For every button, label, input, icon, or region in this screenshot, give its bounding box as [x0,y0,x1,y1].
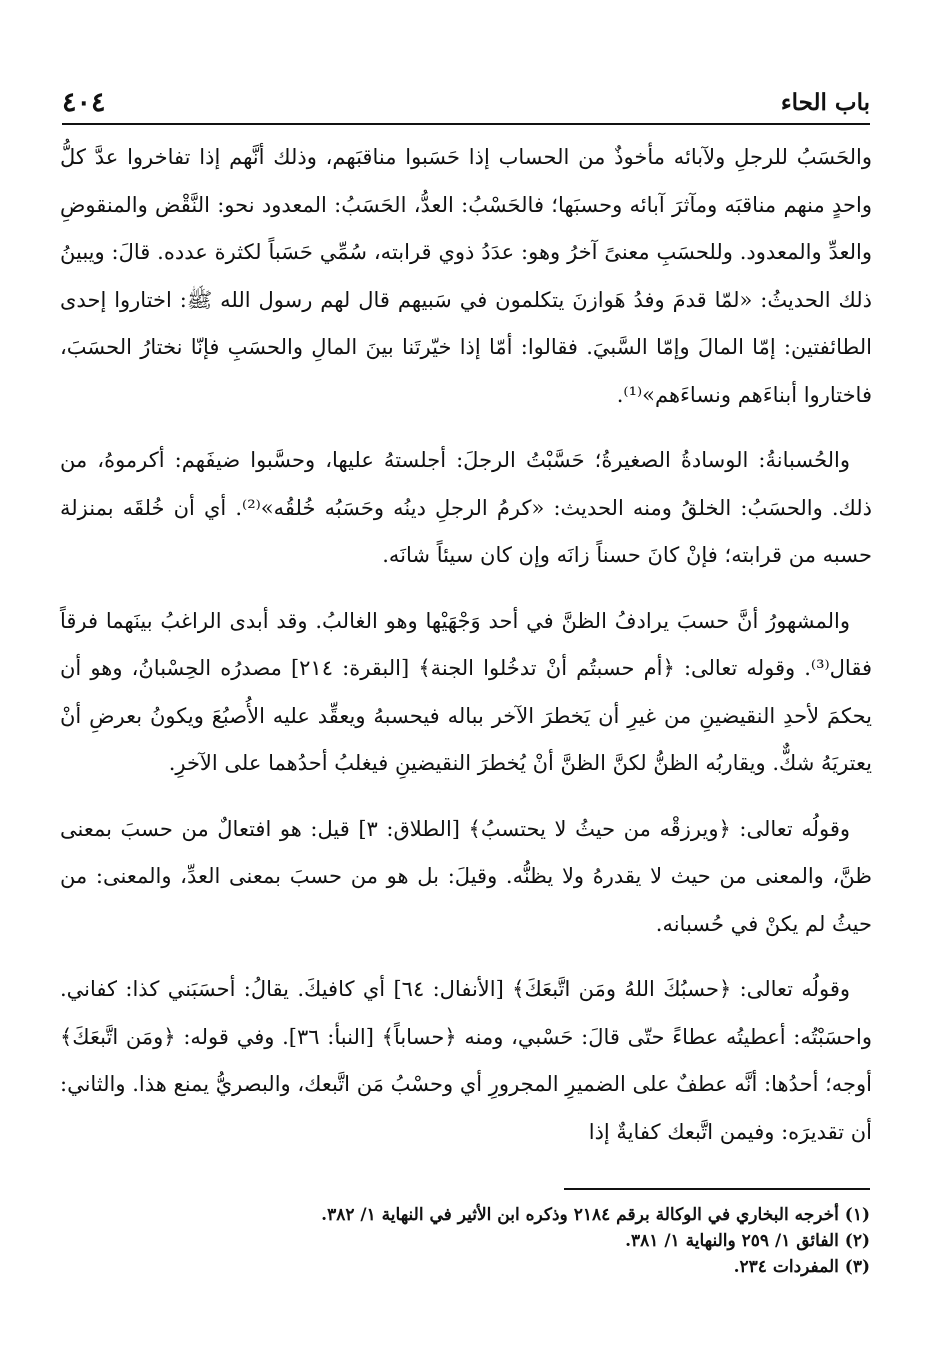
footnote-1: (١) أخرجه البخاري في الوكالة برقم ٢١٨٤ وذكره ابن الأثير في النهاية ١/ ٣٨٢. [321,1205,870,1225]
footnote-3: (٣) المفردات ٢٣٤. [733,1257,870,1277]
paragraph-hasiba-zann: والمشهورُ أنَّ حسبَ يرادفُ الظنَّ في أحد وَجْهَيْها وهو الغالبُ. وقد أبدى الراغبُ بينَهما فرقاً فقال⁽³⁾. وقوله تعالى: ﴿أم حسبتُم أنْ تدخُلوا الجنة﴾ [البقرة: ٢١٤] مصدرُه الحِسْبانُ، وهو أن يحكمَ لأحدِ النقيضينِ من غيرِ أن يَخطرَ الآخر بباله فيحسبهُ ويعقِّد عليه الأُصبُعَ ويكونُ بعرضِ أنْ يعتريَهُ شكٌّ. ويقاربُه الظنُّ لكنَّ الظنَّ أنْ يُخطرَ النقيضينِ فيغلبُ أحدُهما على الآخرِ. [60,608,872,775]
footnote-divider [564,1188,870,1190]
paragraph-husbana: والحُسبانةُ: الوسادةُ الصغيرةُ؛ حَسَّبْتُ الرجلَ: أجلستهُ عليها، وحسَّبوا ضيفَهم: أكرموهُ، من ذلك. والحسَبُ: الخلقُ ومنه الحديث: «كرمُ الرجلِ دينُه وحَسَبُه خُلقُه»⁽²⁾. أي أن خُلقَه بمنزلة حسبه من قرابته؛ فإنْ كانَ حسناً زانَه وإن كان سيئاً شانَه. [60,448,872,567]
footnotes [62,1202,870,1280]
paragraph-hasab-reckoning: والحَسَبُ للرجلِ ولآبائه مأخوذٌ من الحساب إذا حَسَبوا مناقبَهم، وذلك أنَّهم إذا تفاخروا عدَّ كلُّ واحدٍ منهم مناقبَه ومآثرَ آبائه وحسبَها؛ فالحَسْبُ: العدُّ، الحَسَبُ: المعدود نحو: النَّقْض والمنقوضِ والعدِّ والمعدود. وللحسَبِ معنىً آخرُ وهو: عدَدُ ذوي قرابته، سُمِّي حَسَباً لكثرة عدده. قالَ: ويبينُ ذلك الحديثُ: «لمّا قدمَ وفدُ هَوازنَ يتكلمون في سَبيهم قال لهم رسول الله ﷺ: اختاروا إحدى الطائفتين: إمّا المالَ وإمّا السَّبيَ. فقالوا: أمّا إذا خيّرتَنا بينَ المالِ والحسَبِ فإنّا نختارُ الحسَبَ، فاختاروا أبناءَهم ونساءَهم»⁽¹⁾. [60,145,872,407]
header-divider [62,123,870,125]
page-header [62,84,870,120]
page-number: ٤٠٤ [62,86,106,118]
paragraph-yahtasib: وقولُه تعالى: ﴿ويرزقْه من حيثُ لا يحتسبُ﴾ [الطلاق: ٣] قيل: هو افتعالٌ من حسبَ بمعنى ظنَّ، والمعنى من حيث لا يقدرهُ ولا يظنُّه. وقيلَ: بل هو من حسبَ بمعنى العدِّ، والمعنى: من حيثُ لم يكنْ في حُسبانه. [60,816,872,936]
paragraph-hasbuka: وقولُه تعالى: ﴿حسبُكَ اللهُ ومَن اتَّبعَكَ﴾ [الأنفال: ٦٤] أي كافيكَ. يقالُ: أحسَبَني كذا: كفاني. واحسَبْتُه: أعطيتُه عطاءً حتّى قالَ: حَسْبي، ومنه ﴿حساباً﴾ [النبأ: ٣٦]. وفي قوله: ﴿ومَن اتَّبعَكَ﴾ أوجه؛ أحدُها: أنَّه عطفٌ على الضميرِ المجرورِ أي وحسْبُ مَن اتَّبعك، والبصريُّ يمنع هذا. والثاني: أن تقديرَه: وفيمن اتَّبعك كفايةٌ إذا [60,977,873,1144]
chapter-title: باب الحاء [780,88,870,116]
main-text [60,134,872,1174]
footnote-2: (٢) الفائق ١/ ٢٥٩ والنهاية ١/ ٣٨١. [625,1231,870,1251]
